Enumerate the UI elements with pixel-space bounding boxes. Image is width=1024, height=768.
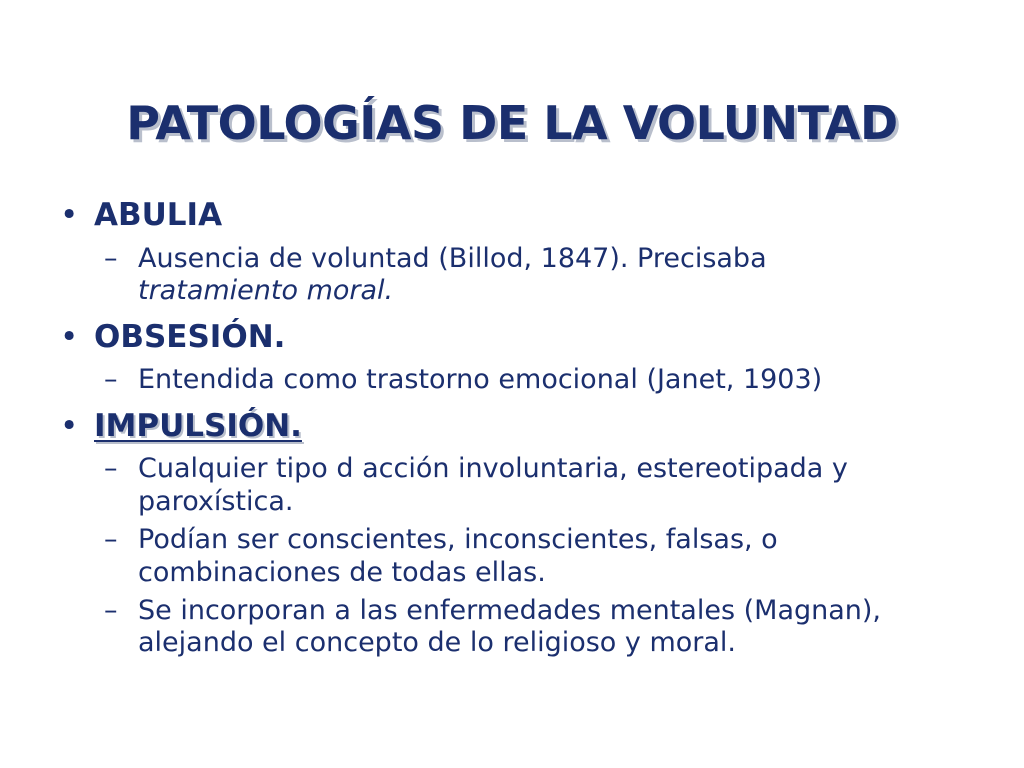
sub-item-italic-text: tratamiento moral.: [138, 275, 394, 307]
bullet-marker: •: [60, 197, 79, 233]
sub-item-text: Cualquier tipo d acción involuntaria, estereotipada y paroxística.: [138, 453, 848, 517]
bullet-marker: •: [60, 407, 79, 444]
sub-item-text: Se incorporan a las enfermedades mentales (Magnan), alejando el concepto de lo religioso y moral.: [138, 594, 882, 659]
sub-item: [56, 453, 986, 518]
sub-item: [56, 243, 986, 308]
slide-title: PATOLOGÍAS DE LA VOLUNTAD: [126, 96, 898, 150]
bullet-marker: •: [60, 318, 79, 355]
dash-marker: –: [104, 594, 118, 626]
dash-marker: –: [104, 524, 118, 556]
dash-marker: –: [104, 453, 118, 485]
bullet-item-abulia: [56, 196, 986, 235]
sub-item-text: Podían ser conscientes, inconscientes, falsas, o combinaciones de todas ellas.: [138, 524, 778, 588]
bullet-list: [56, 196, 986, 660]
bullet-item-obsesion: [56, 318, 986, 357]
bullet-label: OBSESIÓN.: [94, 318, 286, 355]
sub-item: [56, 364, 986, 396]
bullet-label: ABULIA: [94, 197, 223, 233]
sub-item-text: Ausencia de voluntad (Billod, 1847). Precisaba: [138, 242, 767, 274]
dash-marker: –: [104, 364, 118, 396]
bullet-item-impulsion: [56, 407, 986, 446]
sub-item-text: Entendida como trastorno emocional (Janet, 1903): [138, 364, 823, 396]
dash-marker: –: [104, 242, 118, 274]
sub-item: [56, 524, 986, 589]
bullet-label: IMPULSIÓN.: [94, 407, 302, 444]
sub-item: [56, 595, 986, 660]
